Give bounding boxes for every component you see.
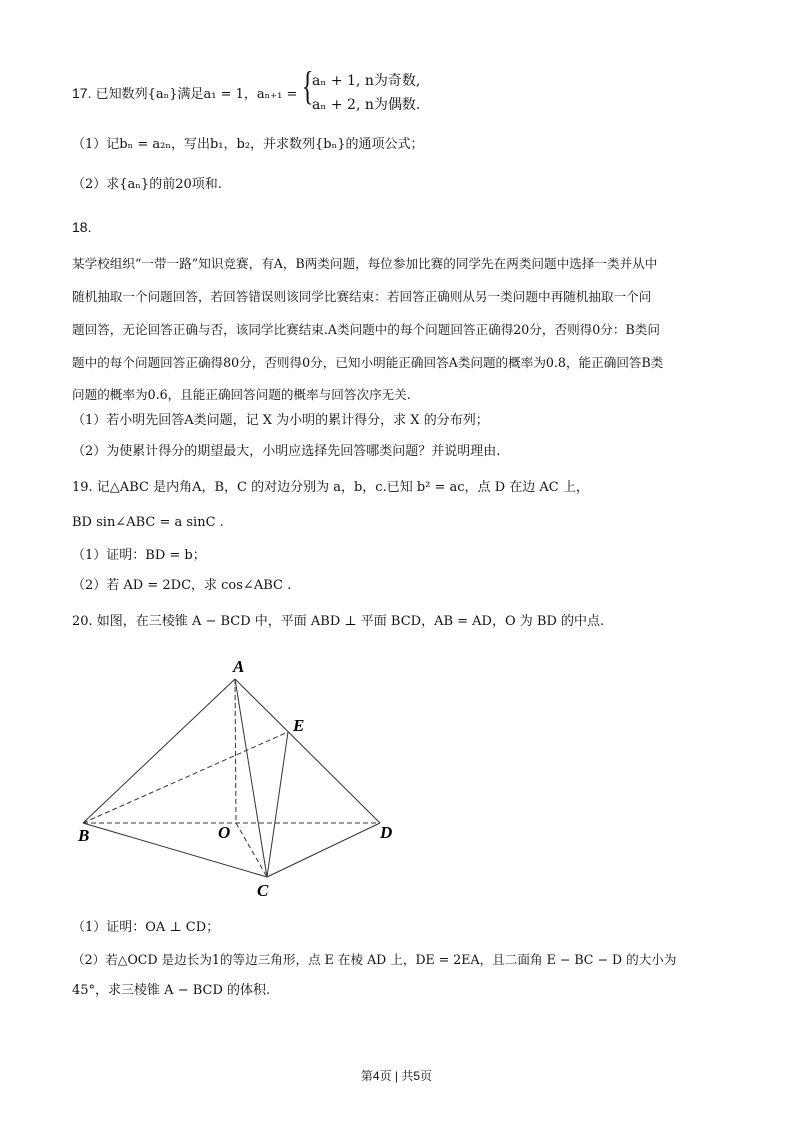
edge-AD	[235, 679, 380, 823]
edge-BC	[83, 823, 267, 877]
q17-part2: （2）求{aₙ}的前20项和.	[72, 177, 222, 192]
q20-part2-cont: 45°，求三棱锥 A − BCD 的体积.	[72, 983, 271, 998]
q17-number: 17.	[72, 85, 92, 101]
q20-part2: （2）若△OCD 是边长为1的等边三角形，点 E 在棱 AD 上，DE = 2EA，且二面角 E − BC − D 的大小为	[72, 952, 677, 967]
label-E: E	[293, 716, 305, 735]
case-brace: {	[301, 63, 314, 108]
page-footer: 第4页 | 共5页	[360, 1069, 433, 1083]
q19-stem: 19. 记△ABC 是内角A，B，C 的对边分别为 a，b，c.已知 b² = ac，点 D 在边 AC 上，	[72, 480, 589, 495]
edge-AC	[235, 679, 267, 877]
q18-part1: （1）若小明先回答A类问题，记 X 为小明的累计得分，求 X 的分布列；	[72, 413, 489, 428]
label-C: C	[257, 881, 269, 900]
q20-part1: （1）证明：OA ⊥ CD；	[72, 920, 220, 935]
label-B: B	[78, 826, 90, 845]
q19-part2: （2）若 AD = 2DC，求 cos∠ABC .	[72, 578, 292, 593]
q18-line: 随机抽取一个问题回答，若回答错误则该同学比赛结束：若回答正确则从另一类问题中再随机抽取一个问	[72, 289, 652, 304]
edge-CD	[267, 823, 380, 877]
label-A: A	[233, 657, 245, 676]
q18-part2: （2）为使累计得分的期望最大，小明应选择先回答哪类问题？并说明理由.	[72, 444, 501, 459]
q17-case-even: aₙ + 2, n为偶数.	[312, 97, 421, 113]
q18-line: 某学校组织“一带一路”知识竞赛，有A，B两类问题，每位参加比赛的同学先在两类问题中选择一类并从中	[72, 256, 658, 271]
q20-stem: 20. 如图，在三棱锥 A − BCD 中，平面 ABD ⊥ 平面 BCD，AB = AD，O 为 BD 的中点.	[72, 614, 605, 629]
q17-part1: （1）记bₙ = a₂ₙ，写出b₁，b₂，并求数列{bₙ}的通项公式；	[72, 137, 424, 152]
label-D: D	[380, 823, 393, 842]
q18-line: 题中的每个问题回答正确得80分，否则得0分，已知小明能正确回答A类问题的概率为0.8，能正确回答B类	[72, 355, 664, 370]
q17-stem-text: 已知数列{aₙ}满足a₁ = 1，aₙ₊₁ =	[95, 87, 298, 102]
edge-AB	[83, 679, 235, 823]
q19-part1: （1）证明：BD = b；	[72, 548, 206, 563]
label-O: O	[218, 823, 231, 842]
q18-line: 问题的概率为0.6，且能正确回答问题的概率与回答次序无关.	[72, 387, 411, 402]
edge-EC	[267, 732, 288, 877]
edge-BE	[83, 732, 288, 823]
q18-line: 题回答，无论回答正确与否，该同学比赛结束.A类问题中的每个问题回答正确得20分，否则得0分：B类问	[72, 322, 660, 337]
q18-number: 18.	[72, 219, 92, 235]
q19-condition: BD sin∠ABC = a sinC .	[72, 515, 224, 530]
edge-AO	[235, 679, 236, 823]
q17-case-odd: aₙ + 1, n为奇数,	[312, 73, 421, 89]
